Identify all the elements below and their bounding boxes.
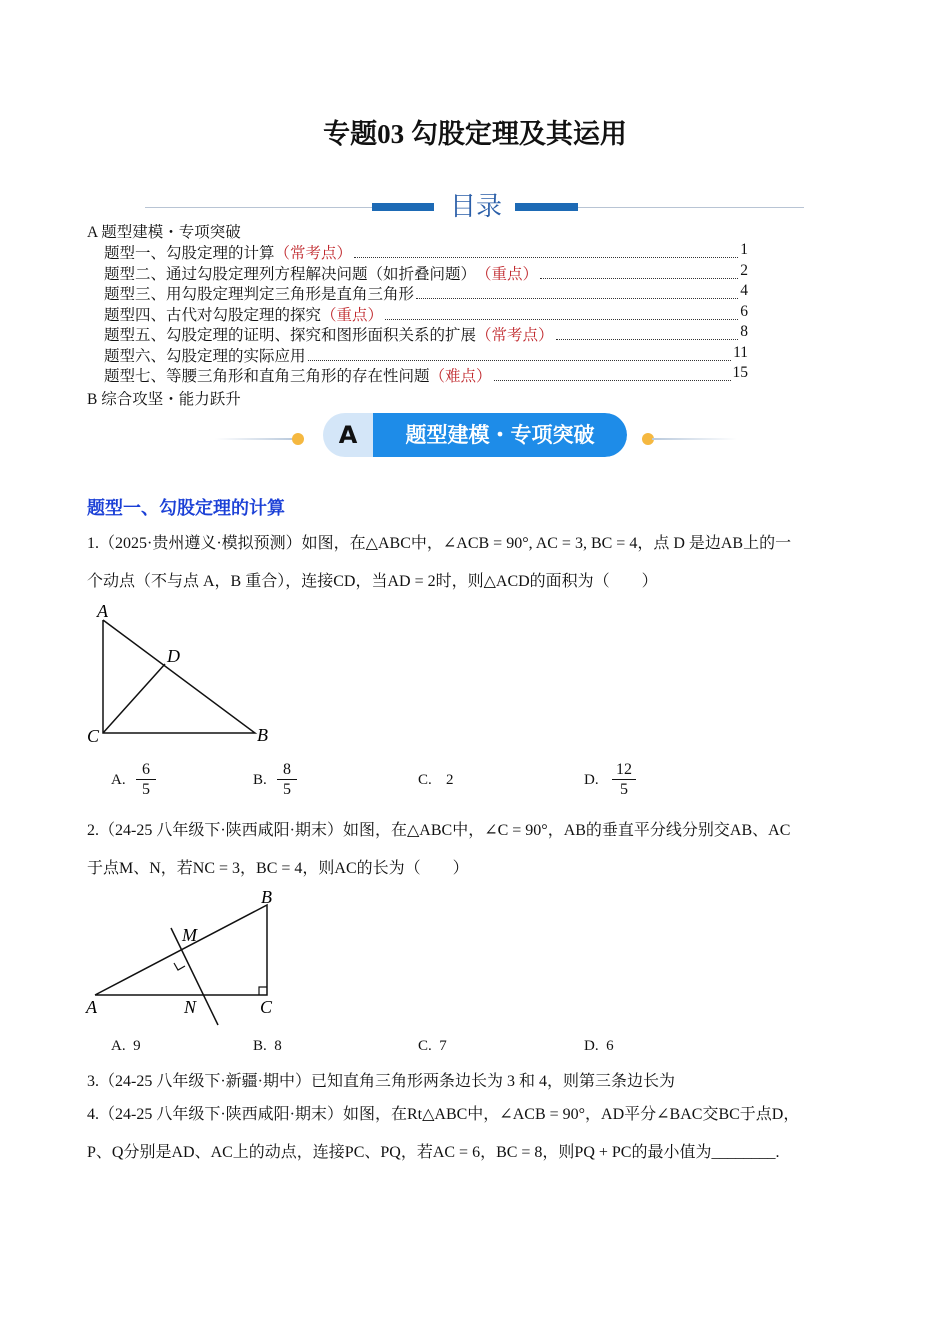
q3-line-1: 3.（24-25 八年级下·新疆·期中）已知直角三角形两条边长为 3 和 4，则第三条边长为 (87, 1073, 675, 1090)
toc-item-page: 8 (740, 323, 748, 340)
q2-label-n: N (184, 997, 197, 1017)
toc-item-tag: （重点） (321, 306, 384, 324)
banner-label: 题型建模・专项突破 (373, 413, 627, 457)
toc-leader-dots (540, 262, 738, 279)
q1-option-b-fraction[interactable]: $\frac{8}{5}$ (277, 760, 297, 800)
q1-option-c-value[interactable]: 2 (446, 772, 454, 788)
toc-item[interactable] (104, 241, 748, 263)
toc-item-page: 2 (740, 261, 748, 279)
q2-line-1: 2.（24-25 八年级下·陕西咸阳·期末）如图，在△ABC中，∠C = 90°，AB的垂直平分线分别交AB、AC (87, 822, 791, 839)
toc-divider-right (578, 207, 804, 208)
toc-leader-dots (385, 303, 738, 320)
q2-option-d[interactable]: D. 6 (584, 1038, 614, 1054)
q2-figure (80, 885, 290, 1030)
q2-label-m: M (182, 925, 197, 945)
banner-dot-left (292, 433, 304, 445)
q1-line-2: 个动点（不与点 A，B 重合），连接CD，当AD = 2时，则△ACD的面积为（ ） (87, 573, 658, 590)
q2-label-c: C (260, 997, 273, 1017)
toc-item[interactable] (104, 282, 748, 304)
toc-item-label: 题型三、用勾股定理判定三角形是直角三角形 (104, 286, 415, 303)
toc-bar-left (372, 203, 434, 211)
toc-item-tag: （重点） (476, 265, 539, 283)
q1-option-c-key[interactable]: C. (418, 772, 432, 788)
toc-item-tag: （常考点） (476, 327, 554, 344)
q2-option-a[interactable]: A. 9 (111, 1038, 141, 1054)
q1-option-a-fraction[interactable]: $\frac{6}{5}$ (136, 760, 156, 800)
q4-line-1: 4.（24-25 八年级下·陕西咸阳·期末）如图，在Rt△ABC中，∠ACB = 90°，AD平分∠BAC交BC于点D， (87, 1106, 800, 1123)
toc-item-page: 11 (733, 343, 748, 361)
toc-item[interactable] (104, 262, 748, 284)
q1-option-d-key[interactable]: D. (584, 772, 599, 788)
toc-item[interactable] (104, 303, 748, 325)
q1-option-b-key[interactable]: B. (253, 772, 267, 788)
toc-bar-right (515, 203, 578, 211)
banner-line-left (215, 438, 295, 440)
toc-heading: 目录 (450, 192, 503, 221)
toc-part-b[interactable]: B 综合攻坚・能力跃升 (87, 391, 241, 408)
q2-label-b: B (261, 887, 272, 907)
q2-option-c[interactable]: C. 7 (418, 1038, 447, 1054)
q1-figure (80, 600, 280, 750)
q1-label-a: A (97, 601, 108, 621)
q4-line-2: P、Q分别是AD、AC上的动点，连接PC、PQ，若AC = 6，BC = 8，则PQ + PC的最小值为________. (87, 1144, 780, 1161)
banner-line-right (652, 438, 737, 440)
toc-item-page: 15 (732, 364, 748, 381)
toc-item[interactable] (104, 364, 748, 386)
section-title: 题型一、勾股定理的计算 (87, 498, 285, 519)
q1-label-d: D (167, 646, 180, 666)
toc-leader-dots (416, 282, 738, 299)
toc-item-tag: （常考点） (274, 245, 353, 262)
section-banner (323, 413, 627, 457)
toc-item-label: 题型五、勾股定理的证明、探究和图形面积关系的扩展 (104, 327, 477, 344)
toc-leader-dots (354, 241, 738, 258)
q1-line-1: 1.（2025·贵州遵义·模拟预测）如图，在△ABC中，∠ACB = 90°, AC = 3, BC = 4，点 D 是边AB上的一 (87, 535, 792, 552)
q2-line-2: 于点M、N，若NC = 3，BC = 4，则AC的长为（ ） (87, 860, 469, 877)
toc-item-label: 题型七、等腰三角形和直角三角形的存在性问题 (104, 368, 430, 385)
q1-option-a-key[interactable]: A. (111, 772, 126, 788)
toc-item-page: 1 (740, 241, 748, 258)
toc-item[interactable] (104, 344, 748, 366)
toc-leader-dots (308, 344, 732, 361)
toc-leader-dots (556, 323, 739, 340)
toc-item-label: 题型六、勾股定理的实际应用 (104, 347, 306, 365)
page-title: 专题03 勾股定理及其运用 (323, 119, 627, 149)
toc-item-label: 题型二、通过勾股定理列方程解决问题（如折叠问题） (104, 265, 477, 283)
q1-option-d-fraction[interactable]: $\frac{12}{5}$ (612, 760, 636, 800)
toc-item-label: 题型一、勾股定理的计算 (104, 245, 275, 262)
q2-label-a: A (86, 997, 97, 1017)
toc-leader-dots (494, 364, 731, 381)
q1-label-c: C (87, 726, 100, 746)
toc-item-page: 4 (740, 282, 748, 299)
toc-item-tag: （难点） (429, 368, 492, 385)
toc-item-page: 6 (740, 302, 748, 320)
banner-letter: A (338, 421, 358, 449)
toc-part-a[interactable]: A 题型建模・专项突破 (87, 224, 241, 241)
q2-option-b[interactable]: B. 8 (253, 1038, 282, 1054)
toc-divider-left (145, 207, 373, 208)
toc-item[interactable] (104, 323, 748, 345)
toc-item-label: 题型四、古代对勾股定理的探究 (104, 306, 322, 324)
q1-label-b: B (257, 725, 268, 745)
